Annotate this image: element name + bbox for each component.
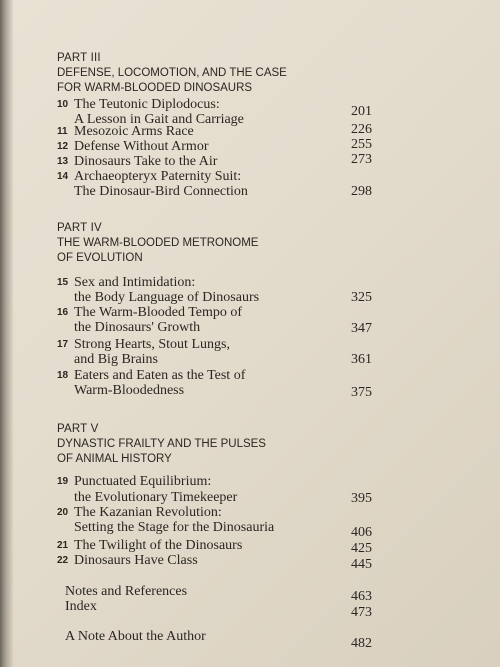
chapter-number: 16 <box>57 307 69 318</box>
part-4-title-line-1: THE WARM-BLOODED METRONOME <box>57 237 259 249</box>
back-matter-title: Notes and References <box>65 584 188 599</box>
chapter-title-line: Archaeopteryx Paternity Suit: <box>74 169 242 184</box>
page-number: 425 <box>351 541 372 556</box>
back-matter-title: Index <box>65 599 97 614</box>
chapter-title-line: Warm-Bloodedness <box>74 383 185 398</box>
chapter-title-line: The Teutonic Diplodocus: <box>74 97 220 112</box>
back-matter-title: A Note About the Author <box>65 629 206 644</box>
chapter-number: 18 <box>57 370 69 381</box>
chapter-number: 21 <box>57 540 69 551</box>
chapter-title-line: the Body Language of Dinosaurs <box>74 290 260 305</box>
chapter-title-line: Punctuated Equilibrium: <box>74 474 212 489</box>
chapter-title-line: The Dinosaur-Bird Connection <box>74 184 248 199</box>
part-3-title-line-1: DEFENSE, LOCOMOTION, AND THE CASE <box>57 67 287 79</box>
part-5-title-line-1: DYNASTIC FRAILTY AND THE PULSES <box>57 438 266 450</box>
page-number: 325 <box>351 290 372 305</box>
page-number: 201 <box>351 104 372 119</box>
part-4-heading <box>57 221 258 266</box>
part-3-label: PART III <box>57 52 101 64</box>
part-3-heading <box>57 51 287 96</box>
book-gutter-shadow <box>0 0 14 667</box>
chapter-title-line: Eaters and Eaten as the Test of <box>74 368 246 383</box>
chapter-number: 14 <box>57 171 69 182</box>
page-number: 406 <box>351 525 372 540</box>
page-number: 255 <box>351 137 372 152</box>
chapter-number: 15 <box>57 277 69 288</box>
part-5-heading <box>57 422 266 467</box>
chapter-number: 19 <box>57 476 69 487</box>
chapter-title-line: Mesozoic Arms Race <box>74 124 194 139</box>
chapter-number: 10 <box>57 99 69 110</box>
chapter-number: 13 <box>57 156 69 167</box>
part-4-label: PART IV <box>57 222 102 234</box>
page-number: 361 <box>351 352 372 367</box>
chapter-number: 20 <box>57 507 69 518</box>
chapter-title-line: Sex and Intimidation: <box>74 275 196 290</box>
chapter-title-line: Setting the Stage for the Dinosauria <box>74 520 275 535</box>
chapter-title-line: The Kazanian Revolution: <box>74 505 222 520</box>
page-number: 298 <box>351 184 372 199</box>
part-5-title-line-2: OF ANIMAL HISTORY <box>57 453 172 465</box>
chapter-number: 17 <box>57 339 69 350</box>
chapter-title-line: the Evolutionary Timekeeper <box>74 490 238 505</box>
page-number: 482 <box>351 636 372 651</box>
chapter-title-line: Dinosaurs Have Class <box>74 553 198 568</box>
page-number: 445 <box>351 557 372 572</box>
page-number: 226 <box>351 122 372 137</box>
chapter-title-line: A Lesson in Gait and Carriage <box>74 112 244 127</box>
part-5-label: PART V <box>57 423 99 435</box>
page-number: 375 <box>351 385 372 400</box>
part-4-title-line-2: OF EVOLUTION <box>57 252 143 264</box>
chapter-title-line: Strong Hearts, Stout Lungs, <box>74 337 230 352</box>
chapter-title-line: the Dinosaurs' Growth <box>74 320 201 335</box>
chapter-number: 12 <box>57 141 69 152</box>
page-number: 463 <box>351 589 372 604</box>
chapter-title-line: Dinosaurs Take to the Air <box>74 154 218 169</box>
chapter-title-line: Defense Without Armor <box>74 139 209 154</box>
chapter-number: 22 <box>57 555 69 566</box>
chapter-title-line: The Warm-Blooded Tempo of <box>74 305 243 320</box>
page-number: 395 <box>351 491 372 506</box>
chapter-title-line: and Big Brains <box>74 352 158 367</box>
page-number: 273 <box>351 152 372 167</box>
page-number: 347 <box>351 321 372 336</box>
page-number: 473 <box>351 605 372 620</box>
chapter-number: 11 <box>57 126 68 137</box>
part-3-title-line-2: FOR WARM-BLOODED DINOSAURS <box>57 82 253 94</box>
chapter-title-line: The Twilight of the Dinosaurs <box>74 538 243 553</box>
